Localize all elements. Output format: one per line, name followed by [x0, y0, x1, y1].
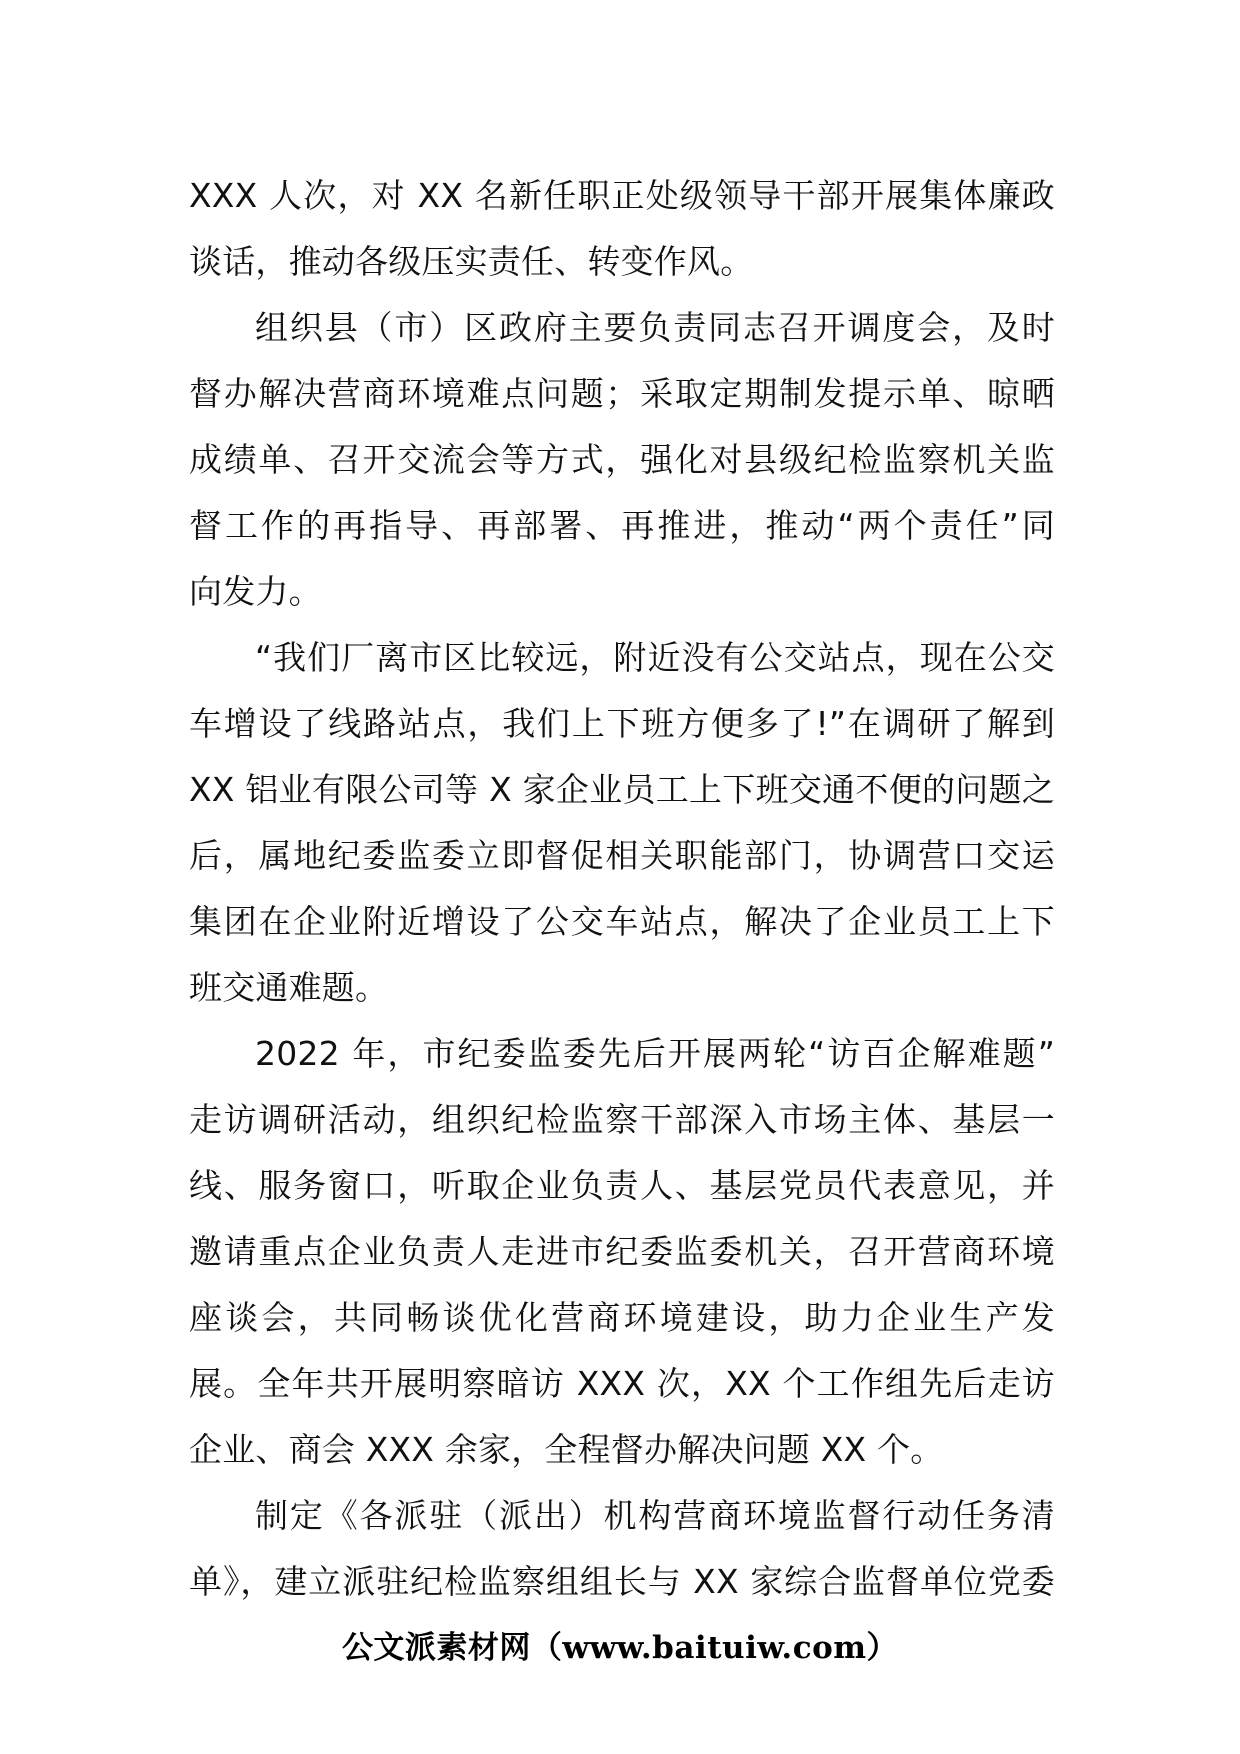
text-line: 后，属地纪委监委立即督促相关职能部门，协调营口交运 — [189, 836, 1055, 875]
text-line: 向发力。 — [189, 572, 322, 611]
text-line: XXX 人次，对 XX 名新任职正处级领导干部开展集体廉政 — [189, 176, 1055, 215]
text-line: XX 铝业有限公司等 X 家企业员工上下班交通不便的问题之 — [189, 770, 1055, 809]
text-line: 展。全年共开展明察暗访 XXX 次，XX 个工作组先后走访 — [189, 1364, 1055, 1403]
text-line: 邀请重点企业负责人走进市纪委监委机关，召开营商环境 — [189, 1232, 1055, 1271]
paragraph-5 — [189, 1483, 1055, 1615]
text-line: 班交通难题。 — [189, 968, 389, 1007]
text-line: 走访调研活动，组织纪检监察干部深入市场主体、基层一 — [189, 1100, 1055, 1139]
text-line: “我们厂离市区比较远，附近没有公交站点，现在公交 — [255, 638, 1055, 677]
text-line: 2022 年，市纪委监委先后开展两轮“访百企解难题” — [255, 1034, 1055, 1073]
text-line: 企业、商会 XXX 余家，全程督办解决问题 XX 个。 — [189, 1430, 944, 1469]
text-line: 单》，建立派驻纪检监察组组长与 XX 家综合监督单位党委 — [189, 1562, 1055, 1601]
footer-watermark: 公文派素材网（www.baituiw.com） — [341, 1630, 899, 1666]
text-line: 座谈会，共同畅谈优化营商环境建设，助力企业生产发 — [189, 1298, 1055, 1337]
text-line: 督办解决营商环境难点问题；采取定期制发提示单、晾晒 — [189, 374, 1055, 413]
paragraph-3 — [189, 625, 1055, 1021]
document-body — [189, 163, 1055, 1615]
text-line: 线、服务窗口，听取企业负责人、基层党员代表意见，并 — [189, 1166, 1055, 1205]
text-line: 成绩单、召开交流会等方式，强化对县级纪检监察机关监 — [189, 440, 1055, 479]
text-line: 谈话，推动各级压实责任、转变作风。 — [189, 242, 754, 281]
text-line: 制定《各派驻（派出）机构营商环境监督行动任务清 — [255, 1496, 1055, 1535]
text-line: 车增设了线路站点，我们上下班方便多了!”在调研了解到 — [189, 704, 1055, 743]
text-line: 集团在企业附近增设了公交车站点，解决了企业员工上下 — [189, 902, 1055, 941]
paragraph-2 — [189, 295, 1055, 625]
paragraph-4 — [189, 1021, 1055, 1483]
text-line: 督工作的再指导、再部署、再推进，推动“两个责任”同 — [189, 506, 1055, 545]
text-line: 组织县（市）区政府主要负责同志召开调度会，及时 — [255, 308, 1055, 347]
paragraph-1 — [189, 163, 1055, 295]
